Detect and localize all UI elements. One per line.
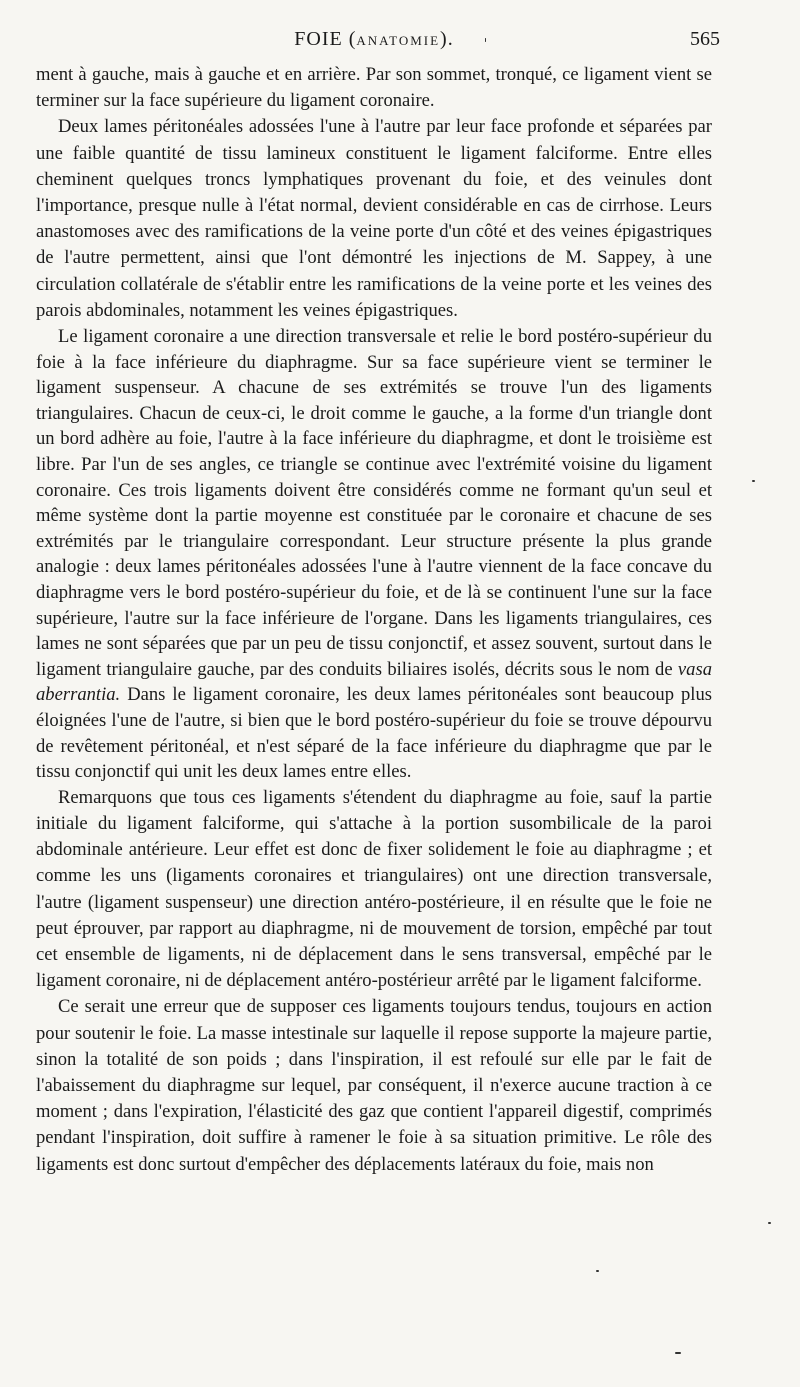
- print-speck: [596, 1270, 599, 1272]
- paragraph-4: [36, 785, 712, 995]
- running-header: [36, 28, 720, 54]
- print-speck: [768, 1222, 771, 1224]
- paragraph-3-italic: vasa aberrantia.: [36, 658, 712, 706]
- running-title-subject: ANATOMIE: [356, 33, 441, 48]
- paragraph-3-text: Le ligament coronaire a une direction transversale et relie le bord postéro-supérieur du foie à la face inférieure du diaphragme. Sur sa face supérieure vient se terminer le ligament suspenseur. A chacune de ses extrémités se trouve l'un des ligaments triangulaires. Chacun de ceux-ci, le droit comme le gauche, a la forme d'un triangle dont un bord adhère au foie, l'autre à la face inférieure du diaphragme, et dont le troisième est libre. Par l'un de ses angles, ce triangle se continue avec l'extrémité voisine du ligament coronaire. Ces trois ligaments doivent être considérés comme ne formant qu'un seul et même système dont la partie moyenne est constituée par le coronaire et chacune de ses extrémités par le triangulaire correspondant. Leur structure présente la plus grande analogie : deux lames péritonéales adossées l'une à l'autre viennent de la face concave du diaphragme vers le bord postéro-supérieur du foie, et de là se continuent l'une sur la face supérieure, l'autre sur la face inférieure de l'organe. Dans les ligaments triangulaires, ces lames ne sont séparées que par un peu de tissu conjonctif, et assez souvent, surtout dans le ligament triangulaire gauche, par des conduits biliaires isolés, décrits sous le nom de: [36, 326, 712, 680]
- page-number: 565: [690, 28, 720, 50]
- running-title-main: FOIE (: [294, 28, 357, 50]
- paragraph-2: [36, 114, 712, 324]
- paragraph-5: [36, 994, 712, 1177]
- running-title-end: ).: [440, 28, 454, 50]
- print-speck: [752, 480, 755, 482]
- print-speck: [485, 38, 486, 42]
- paragraph-5-text: Ce serait une erreur que de supposer ces ligaments toujours tendus, toujours en action pour soutenir le foie. La masse intestinale sur laquelle il repose supporte la majeure partie, sinon la totalité de son poids ; dans l'inspiration, il est refoulé sur elle par le fait de l'abaissement du diaphragme sur lequel, par conséquent, il n'exerce aucune traction à ce moment ; dans l'expiration, l'élasticité des gaz que contient l'appareil digestif, comprimés pendant l'inspiration, doit suffire à ramener le foie à sa situation primitive. Le rôle des ligaments est donc surtout d'empêcher des déplacements latéraux du foie, mais non: [36, 996, 712, 1175]
- running-title: [36, 28, 712, 51]
- paragraph-3: [36, 324, 712, 785]
- paragraph-3-text-end: Dans le ligament coronaire, les deux lames péritonéales sont beaucoup plus éloignées l'une de l'autre, si bien que le bord postéro-supérieur du foie se trouve dépourvu de revêtement péritonéal, et n'est séparé de la face inférieure du diaphragme que par le tissu conjonctif qui unit les deux lames entre elles.: [36, 684, 712, 783]
- body-text: [36, 62, 712, 1178]
- paragraph-2-text: Deux lames péritonéales adossées l'une à l'autre par leur face profonde et séparées par une faible quantité de tissu lamineux constituent le ligament falciforme. Entre elles cheminent quelques troncs lymphatiques provenant du foie, et des veinules dont l'importance, presque nulle à l'état normal, devient considérable en cas de cirrhose. Leurs anastomoses avec des ramifications de la veine porte d'un côté et des veines épigastriques de l'autre permettent, ainsi que l'ont démontré les injections de M. Sappey, à une circulation collatérale de s'établir entre les ramifications de la veine porte et les veines des parois abdominales, notamment les veines épigastriques.: [36, 116, 712, 321]
- print-speck: [675, 1352, 681, 1354]
- paragraph-4-text: Remarquons que tous ces ligaments s'étendent du diaphragme au foie, sauf la partie initiale du ligament falciforme, qui s'attache à la portion susombilicale de la paroi abdominale antérieure. Leur effet est donc de fixer solidement le foie au diaphragme ; et comme les uns (ligaments coronaires et triangulaires) ont une direction transversale, l'autre (ligament suspenseur) une direction antéro-postérieure, il en résulte que le foie ne peut éprouver, par rapport au diaphragme, ni de mouvement de torsion, empêché par tout cet ensemble de ligaments, ni de déplacement dans le sens transversal, empêché par le ligament coronaire, ni de déplacement antéro-postérieur arrêté par le ligament falciforme.: [36, 786, 712, 992]
- paragraph-1: [36, 62, 712, 114]
- paragraph-1-text: ment à gauche, mais à gauche et en arrière. Par son sommet, tronqué, ce ligament vient se terminer sur la face supérieure du ligament coronaire.: [36, 64, 712, 112]
